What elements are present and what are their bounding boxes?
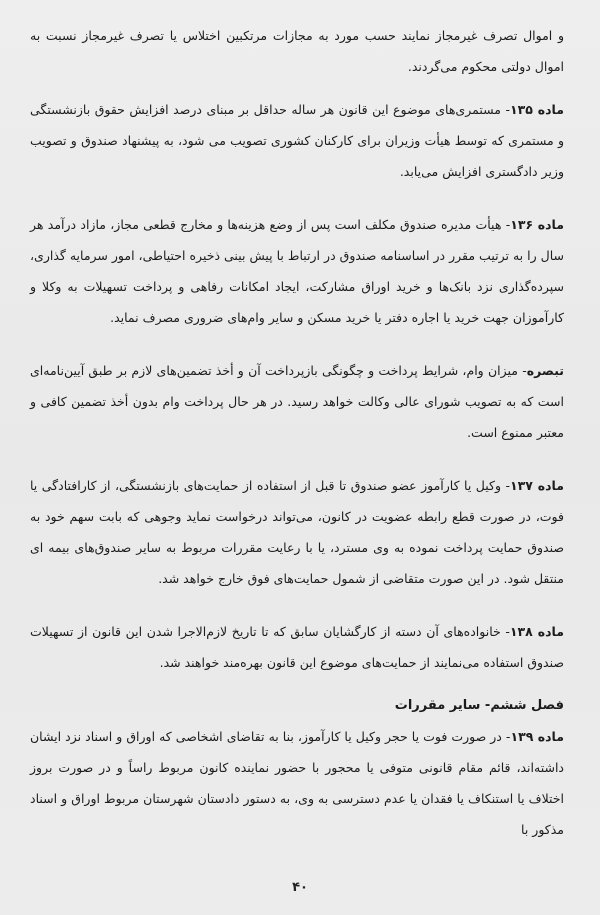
article-label: ماده ۱۳۶ bbox=[510, 217, 564, 232]
page-number: ۴۰ bbox=[292, 880, 308, 895]
article-text: - در صورت فوت یا حجر وکیل یا کارآموز، بنا به تقاضای اشخاصی که اوراق و اسناد نزد ایشان داشته‌اند، قائم مقام قانونی متوفی یا محجور با حضور نماینده کانون مربوط راساً و در صورت بروز اختلاف یا استنکاف یا فقدان یا عدم دسترسی به وی، به دستور دادستان شهرستان مربوط اوراق و اسناد مذکور با bbox=[30, 729, 564, 837]
paragraph-continuation bbox=[30, 20, 564, 82]
article-text: - خانواده‌های آن دسته از کارگشایان سابق که تا تاریخ لازم‌الاجرا شدن این قانون از تسهیلات صندوق استفاده می‌نمایند از حمایت‌های موضوع این قانون بهره‌مند خواهند شد. bbox=[30, 624, 564, 670]
section-heading: فصل ششم- سایر مقررات bbox=[394, 698, 564, 713]
note-label: تبصره bbox=[526, 363, 564, 378]
article-136 bbox=[30, 209, 564, 333]
article-137 bbox=[30, 470, 564, 594]
note-text: - میزان وام، شرایط پرداخت و چگونگی بازپرداخت آن و أخذ تضمین‌های لازم بر طبق آیین‌نامه‌ای است که به تصویب شورای عالی وکالت خواهد رسید. در هر حال پرداخت وام بدون أخذ تضمین کافی و معتبر ممنوع است. bbox=[30, 363, 564, 440]
page-body bbox=[30, 20, 564, 867]
note-paragraph bbox=[30, 355, 564, 448]
article-label: ماده ۱۳۸ bbox=[509, 624, 564, 639]
article-text: - هیأت مدیره صندوق مکلف است پس از وضع هزینه‌ها و مخارج قطعی مجاز، مازاد درآمد هر سال را به ترتیب مقرر در اساسنامه صندوق در ارتباط با پیش بینی ذخیره احتیاطی، امور سرمایه گذاری، سپرده‌گذاری نزد بانک‌ها و خرید اوراق مشارکت، ایجاد امکانات رفاهی و پرداخت تسهیلات به وکلا و کارآموزان جهت خرید یا اجاره دفتر یا خرید مسکن و سایر وام‌های ضروری مصرف نماید. bbox=[30, 217, 564, 325]
article-label: ماده ۱۳۵ bbox=[509, 102, 564, 117]
article-text: - مستمری‌های موضوع این قانون هر ساله حداقل بر مبنای درصد افزایش حقوق بازنشستگی و مستمری که توسط هیأت وزیران برای کارکنان کشوری تصویب می شود، به پیشنهاد صندوق و تصویب وزیر دادگستری افزایش می‌یابد. bbox=[30, 102, 564, 179]
article-text: - وکیل یا کارآموز عضو صندوق تا قبل از استفاده از حمایت‌های بازنشستگی، از کارافتادگی یا فوت، در صورت قطع رابطه عضویت در کانون، می‌تواند درخواست نماید وجوهی که بابت سهم خود به صندوق حمایت پرداخت نموده به وی مسترد، یا با رعایت مقررات مربوط به سایر صندوق‌های بیمه ای منتقل شود. در این صورت متقاضی از شمول حمایت‌های فوق خارج خواهد شد. bbox=[30, 478, 564, 586]
article-139 bbox=[30, 721, 564, 845]
article-label: ماده ۱۳۷ bbox=[510, 478, 564, 493]
article-135 bbox=[30, 94, 564, 187]
paragraph-text: و اموال تصرف غیرمجاز نمایند حسب مورد به مجازات مرتکبین اختلاس یا تصرف غیرمجاز نسبت به اموال دولتی محکوم می‌گردند. bbox=[30, 28, 564, 74]
article-label: ماده ۱۳۹ bbox=[510, 729, 564, 744]
article-138 bbox=[30, 616, 564, 678]
